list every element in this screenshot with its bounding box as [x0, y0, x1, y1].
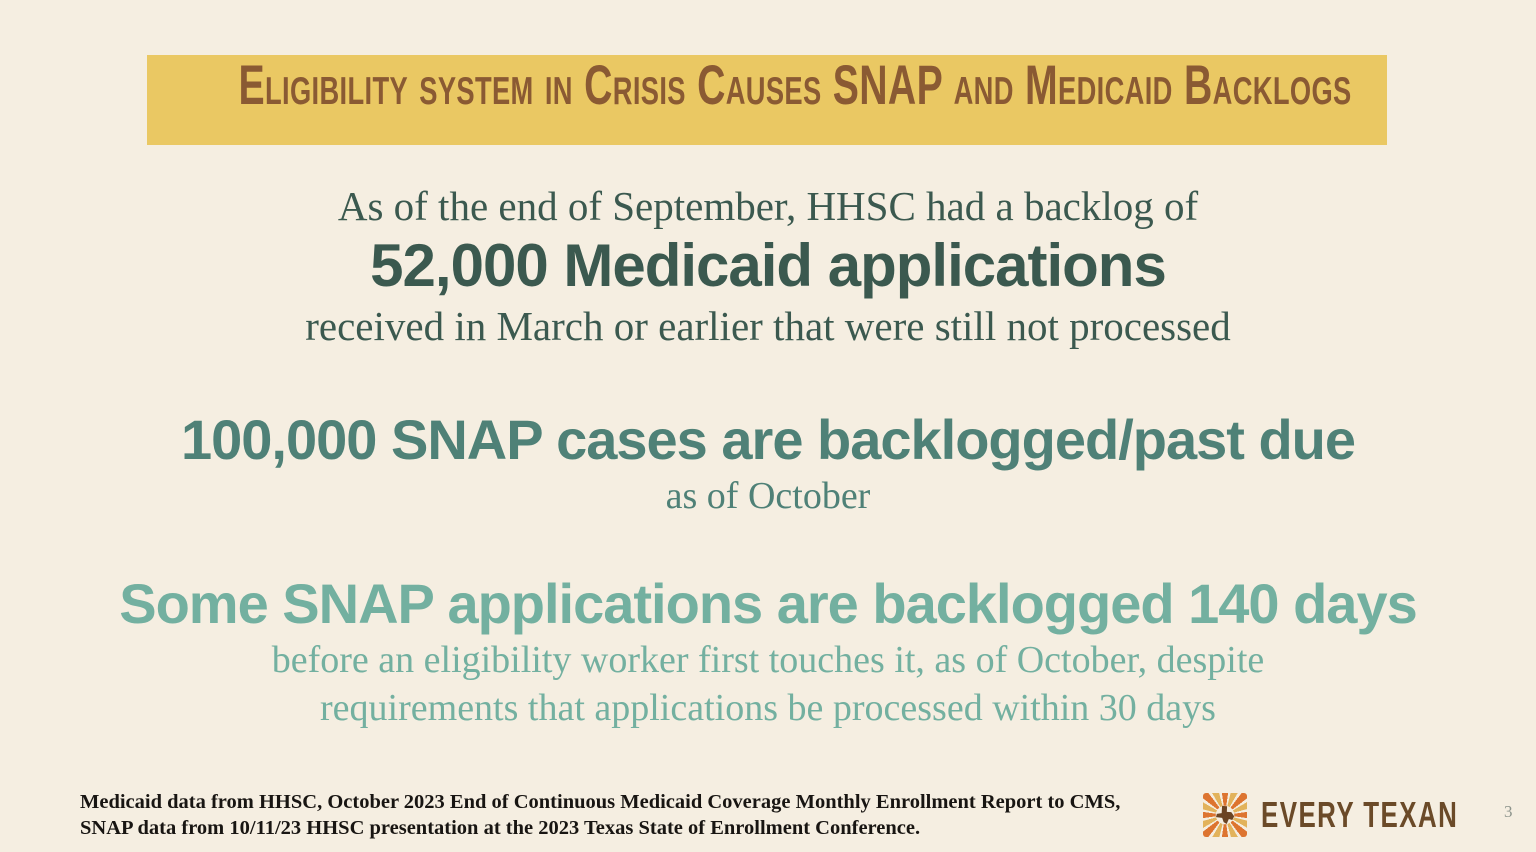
footnote-line-2: SNAP data from 10/11/23 HHSC presentation at the 2023 Texas State of Enrollment Conference.: [80, 817, 921, 839]
snap-cases-headline: 100,000 SNAP cases are backlogged/past due: [180, 408, 1356, 471]
medicaid-backlog-section: [0, 181, 1536, 351]
medicaid-detail-line: received in March or earlier that were still not processed: [305, 303, 1231, 349]
title-row: [0, 53, 1536, 116]
snap-cases-detail: as of October: [665, 475, 871, 517]
footnote-line-1: Medicaid data from HHSC, October 2023 End of Continuous Medicaid Coverage Monthly Enrollment Report to CMS,: [80, 791, 1121, 813]
logo-wordmark: EVERY TEXAN: [1261, 794, 1459, 835]
page-number: 3: [1504, 802, 1513, 821]
texas-sunburst-icon: [1203, 793, 1247, 837]
medicaid-headline: 52,000 Medicaid applications: [370, 232, 1166, 299]
source-footnote: [80, 789, 1120, 841]
slide-title: Eligibility system in Crisis Causes SNAP and Medicaid Backlogs: [238, 53, 1352, 116]
snap-cases-section: [0, 408, 1536, 520]
snap-days-detail-line-2: requirements that applications be processed within 30 days: [320, 687, 1216, 729]
snap-days-detail-line-1: before an eligibility worker first touches it, as of October, despite: [271, 639, 1265, 681]
snap-days-section: [0, 572, 1536, 732]
every-texan-logo: [1203, 793, 1535, 837]
medicaid-intro-line: As of the end of September, HHSC had a backlog of: [337, 183, 1199, 229]
snap-days-headline: Some SNAP applications are backlogged 140 days: [119, 572, 1417, 635]
